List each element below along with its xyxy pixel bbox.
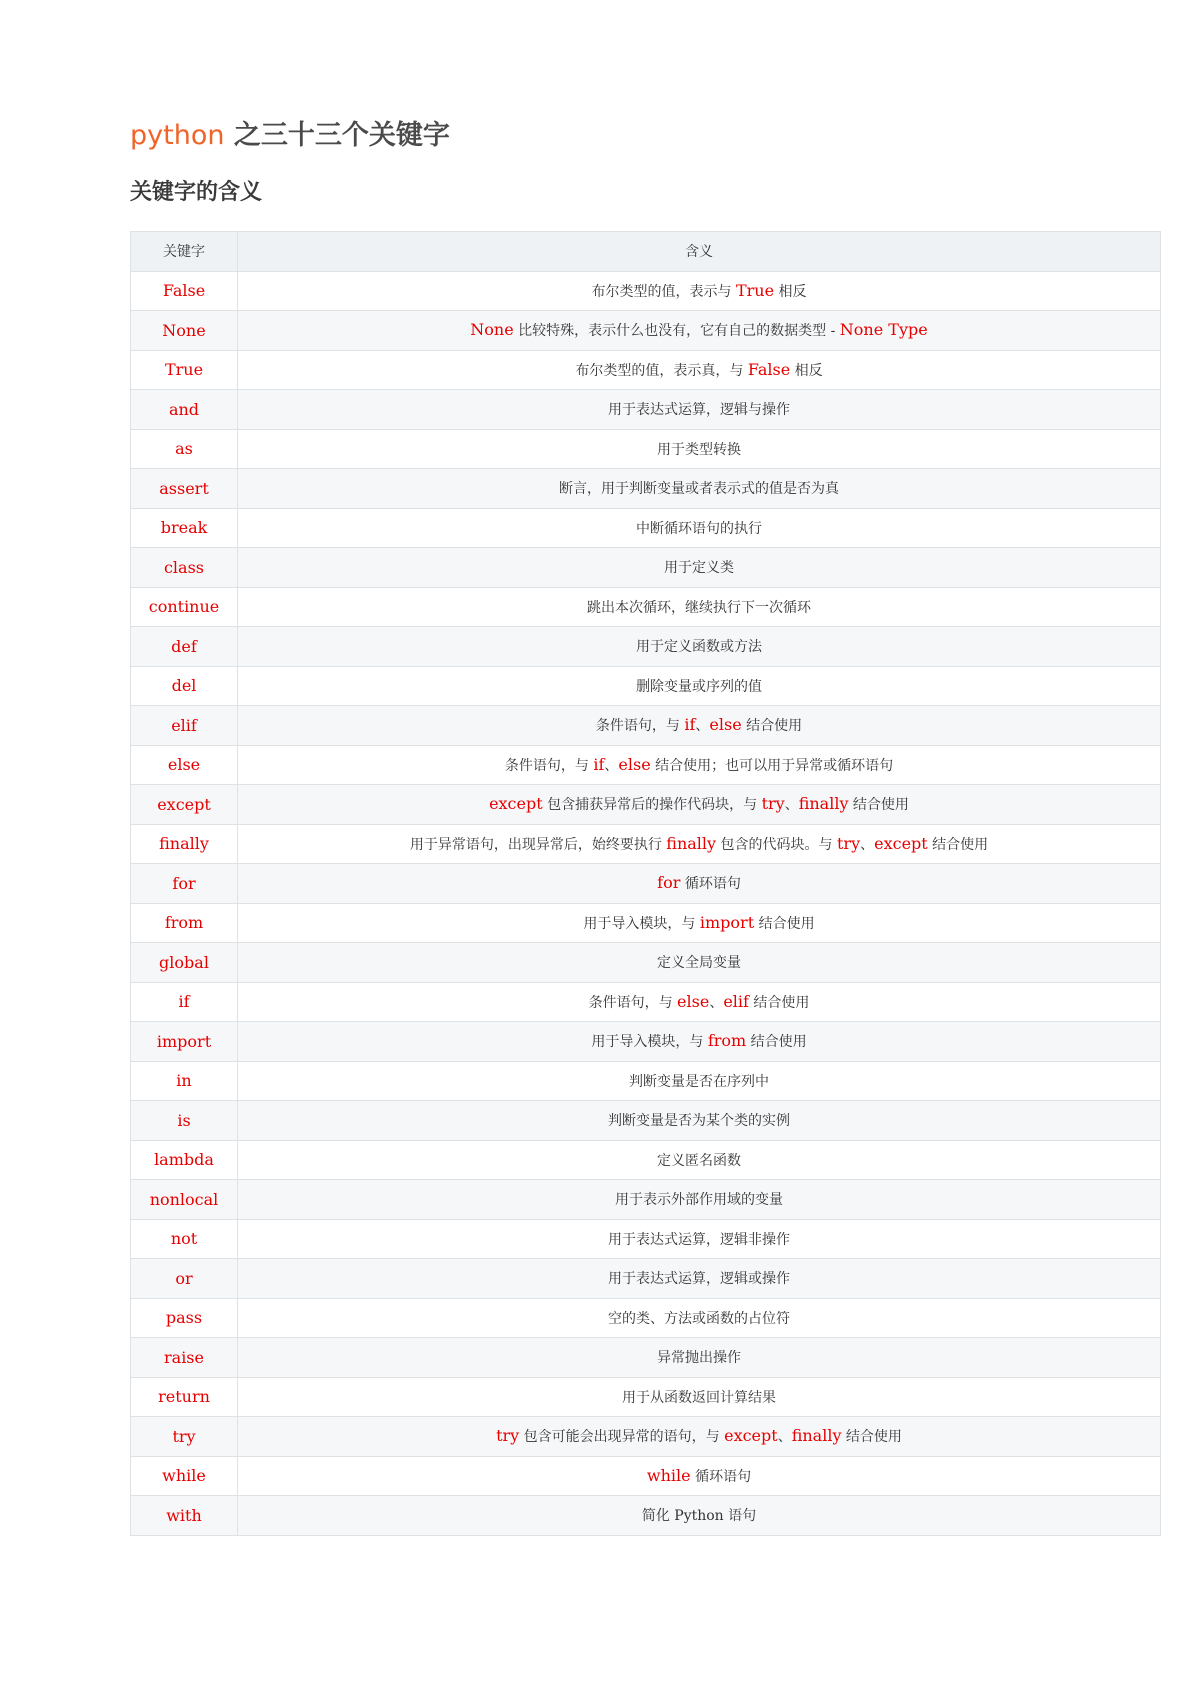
meaning-text: 布尔类型的值，表示与 — [591, 283, 736, 300]
keyword-cell: with — [131, 1496, 238, 1536]
meaning-text: 结合使用 — [748, 994, 810, 1011]
column-header-meaning: 含义 — [238, 232, 1161, 272]
keyword-reference: finally — [798, 794, 849, 814]
meaning-text: 比较特殊，表示什么也没有，它有自己的数据类型 - — [513, 323, 840, 340]
meaning-text: 条件语句，与 — [504, 757, 594, 774]
table-row — [131, 706, 1161, 746]
meaning-text: 条件语句，与 — [595, 718, 685, 735]
keyword-reference: else — [709, 715, 742, 735]
meaning-text: 、 — [777, 1429, 792, 1446]
meaning-text: 用于导入模块，与 — [583, 915, 700, 932]
meaning-text: 用于类型转换 — [657, 441, 741, 458]
meaning-cell — [238, 943, 1161, 983]
meaning-text: 布尔类型的值，表示真，与 — [575, 362, 748, 379]
table-row — [131, 1140, 1161, 1180]
table-row — [131, 943, 1161, 983]
meaning-cell — [238, 903, 1161, 943]
meaning-cell — [238, 350, 1161, 390]
table-row — [131, 1101, 1161, 1141]
meaning-cell — [238, 1377, 1161, 1417]
keyword-cell: for — [131, 864, 238, 904]
meaning-text: 包含捕获异常后的操作代码块，与 — [542, 797, 762, 814]
meaning-text: 定义匿名函数 — [657, 1152, 741, 1169]
table-row — [131, 390, 1161, 430]
meaning-text: 结合使用 — [848, 797, 909, 814]
meaning-cell — [238, 587, 1161, 627]
table-header — [131, 232, 1161, 272]
keyword-cell: and — [131, 390, 238, 430]
table-row — [131, 666, 1161, 706]
document-page — [130, 118, 1160, 1536]
meaning-text: 用于表达式运算，逻辑非操作 — [608, 1231, 790, 1248]
keywords-table — [130, 231, 1161, 1536]
meaning-text: 用于从函数返回计算结果 — [622, 1389, 776, 1406]
meaning-cell — [238, 469, 1161, 509]
keyword-cell: finally — [131, 824, 238, 864]
keyword-cell: from — [131, 903, 238, 943]
keyword-cell: global — [131, 943, 238, 983]
keyword-cell: if — [131, 982, 238, 1022]
keyword-reference: None — [470, 320, 514, 340]
page-title — [130, 118, 1160, 154]
keyword-reference: True — [735, 280, 775, 300]
keyword-cell: import — [131, 1022, 238, 1062]
meaning-text: 用于表达式运算，逻辑或操作 — [608, 1271, 790, 1288]
keyword-reference: try — [836, 833, 861, 853]
meaning-text: 用于导入模块，与 — [591, 1034, 708, 1051]
meaning-text: 异常抛出操作 — [657, 1350, 741, 1367]
keyword-cell: while — [131, 1456, 238, 1496]
keyword-cell: def — [131, 627, 238, 667]
table-row — [131, 469, 1161, 509]
meaning-cell — [238, 1496, 1161, 1536]
keyword-reference: finally — [791, 1426, 842, 1446]
meaning-text: 用于定义函数或方法 — [636, 639, 762, 656]
section-title: 关键字的含义 — [130, 180, 263, 205]
meaning-cell — [238, 548, 1161, 588]
table-row — [131, 429, 1161, 469]
table-row — [131, 785, 1161, 825]
keyword-reference: except — [489, 794, 543, 814]
column-header-keyword: 关键字 — [131, 232, 238, 272]
table-row — [131, 1377, 1161, 1417]
meaning-text: 、 — [604, 757, 619, 774]
table-row — [131, 1022, 1161, 1062]
meaning-text: 断言，用于判断变量或者表示式的值是否为真 — [559, 481, 839, 498]
meaning-cell — [238, 627, 1161, 667]
meaning-text: 用于异常语句，出现异常后，始终要执行 — [409, 836, 667, 853]
keyword-cell: try — [131, 1417, 238, 1457]
meaning-cell — [238, 311, 1161, 351]
meaning-text: 用于定义类 — [664, 560, 734, 577]
table-row — [131, 587, 1161, 627]
keyword-cell: not — [131, 1219, 238, 1259]
table-row — [131, 745, 1161, 785]
table-row — [131, 508, 1161, 548]
meaning-text: 中断循环语句的执行 — [636, 520, 762, 537]
table-row — [131, 548, 1161, 588]
meaning-cell — [238, 1298, 1161, 1338]
table-row — [131, 1338, 1161, 1378]
keyword-cell: None — [131, 311, 238, 351]
page-title-accent: python — [130, 120, 225, 151]
keyword-reference: if — [684, 715, 696, 735]
keyword-cell: continue — [131, 587, 238, 627]
keyword-reference: finally — [666, 833, 717, 853]
keyword-cell: class — [131, 548, 238, 588]
meaning-cell — [238, 1456, 1161, 1496]
table-row — [131, 1456, 1161, 1496]
keyword-reference: try — [761, 794, 785, 814]
meaning-text: 用于表达式运算，逻辑与操作 — [608, 402, 790, 419]
keyword-cell: True — [131, 350, 238, 390]
keyword-cell: raise — [131, 1338, 238, 1378]
table-row — [131, 1298, 1161, 1338]
meaning-cell — [238, 1140, 1161, 1180]
meaning-text: 相反 — [790, 362, 823, 379]
table-header-row — [131, 232, 1161, 272]
keyword-reference: except — [724, 1426, 778, 1446]
meaning-text: 条件语句，与 — [588, 994, 678, 1011]
keyword-cell: assert — [131, 469, 238, 509]
meaning-cell — [238, 864, 1161, 904]
meaning-text: 、 — [709, 994, 724, 1011]
meaning-cell — [238, 1338, 1161, 1378]
meaning-text: 结合使用 — [841, 1429, 902, 1446]
table-row — [131, 1259, 1161, 1299]
meaning-cell — [238, 1180, 1161, 1220]
keyword-cell: else — [131, 745, 238, 785]
keyword-reference: None Type — [839, 320, 928, 340]
keyword-cell: break — [131, 508, 238, 548]
meaning-text: 循环语句 — [690, 1468, 752, 1485]
keyword-reference: else — [677, 991, 710, 1011]
keyword-cell: lambda — [131, 1140, 238, 1180]
meaning-text: 结合使用 — [741, 718, 803, 735]
keyword-cell: in — [131, 1061, 238, 1101]
meaning-text: 、 — [860, 836, 875, 853]
keyword-reference: False — [747, 359, 791, 379]
meaning-text: 删除变量或序列的值 — [636, 678, 762, 695]
keyword-cell: False — [131, 271, 238, 311]
keyword-cell: nonlocal — [131, 1180, 238, 1220]
meaning-text: 结合使用；也可以用于异常或循环语句 — [650, 757, 894, 774]
meaning-cell — [238, 390, 1161, 430]
table-row — [131, 350, 1161, 390]
meaning-text: 空的类、方法或函数的占位符 — [608, 1310, 790, 1327]
meaning-text: 结合使用 — [927, 836, 989, 853]
meaning-cell — [238, 706, 1161, 746]
meaning-cell — [238, 1417, 1161, 1457]
keyword-cell: except — [131, 785, 238, 825]
meaning-cell — [238, 271, 1161, 311]
table-row — [131, 864, 1161, 904]
keyword-reference: import — [699, 912, 755, 932]
table-row — [131, 311, 1161, 351]
meaning-text: 包含的代码块。与 — [716, 836, 837, 853]
meaning-text: 结合使用 — [754, 915, 815, 932]
meaning-text: 判断变量是否为某个类的实例 — [608, 1113, 790, 1130]
meaning-cell — [238, 1219, 1161, 1259]
meaning-cell — [238, 1259, 1161, 1299]
table-body — [131, 271, 1161, 1535]
keyword-reference: try — [496, 1426, 520, 1446]
meaning-text: 跳出本次循环，继续执行下一次循环 — [587, 599, 811, 616]
keyword-reference: if — [593, 754, 605, 774]
keyword-reference: else — [618, 754, 651, 774]
keyword-cell: del — [131, 666, 238, 706]
meaning-text: 判断变量是否在序列中 — [629, 1073, 769, 1090]
keyword-reference: while — [646, 1465, 691, 1485]
table-row — [131, 1496, 1161, 1536]
meaning-text: 循环语句 — [680, 876, 741, 893]
page-title-rest: 之三十三个关键字 — [224, 120, 450, 151]
keyword-reference: except — [874, 833, 928, 853]
meaning-cell — [238, 824, 1161, 864]
keyword-reference: from — [707, 1031, 747, 1051]
meaning-text: 定义全局变量 — [657, 955, 741, 972]
keyword-reference: elif — [723, 991, 749, 1011]
keyword-cell: or — [131, 1259, 238, 1299]
table-row — [131, 982, 1161, 1022]
meaning-cell — [238, 666, 1161, 706]
meaning-cell — [238, 982, 1161, 1022]
meaning-cell — [238, 1101, 1161, 1141]
meaning-text: 简化 Python 语句 — [641, 1508, 757, 1525]
meaning-cell — [238, 1022, 1161, 1062]
meaning-cell — [238, 508, 1161, 548]
keyword-cell: return — [131, 1377, 238, 1417]
table-row — [131, 824, 1161, 864]
meaning-text: 、 — [695, 718, 710, 735]
meaning-text: 、 — [784, 797, 799, 814]
keyword-cell: elif — [131, 706, 238, 746]
meaning-text: 相反 — [774, 283, 807, 300]
table-row — [131, 1219, 1161, 1259]
table-row — [131, 1180, 1161, 1220]
table-row — [131, 627, 1161, 667]
keyword-reference: for — [657, 873, 681, 893]
table-row — [131, 1417, 1161, 1457]
keyword-cell: as — [131, 429, 238, 469]
meaning-cell — [238, 1061, 1161, 1101]
meaning-text: 结合使用 — [746, 1034, 807, 1051]
table-row — [131, 271, 1161, 311]
meaning-text: 用于表示外部作用域的变量 — [615, 1192, 783, 1209]
meaning-cell — [238, 745, 1161, 785]
table-row — [131, 903, 1161, 943]
keyword-cell: is — [131, 1101, 238, 1141]
meaning-text: 包含可能会出现异常的语句，与 — [519, 1429, 725, 1446]
keyword-cell: pass — [131, 1298, 238, 1338]
meaning-cell — [238, 785, 1161, 825]
meaning-cell — [238, 429, 1161, 469]
table-row — [131, 1061, 1161, 1101]
